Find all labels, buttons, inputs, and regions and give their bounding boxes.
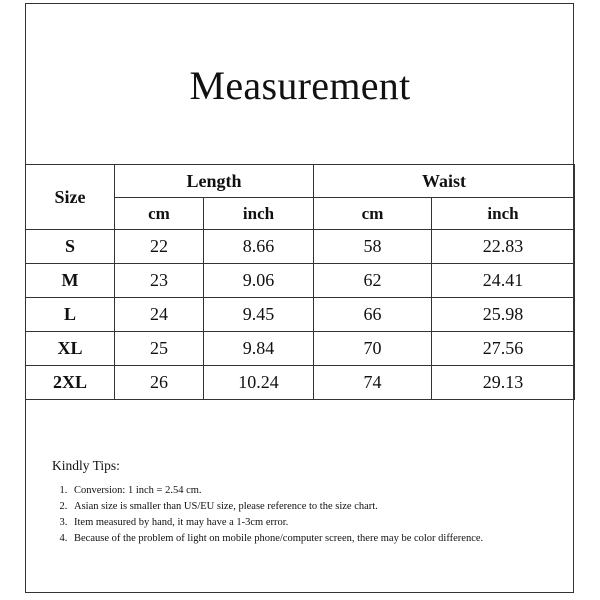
waist-inch-cell: 22.83	[432, 230, 575, 264]
length-cm-cell: 26	[115, 366, 204, 400]
tips-list	[52, 483, 552, 547]
size-column-header: Size	[26, 165, 115, 230]
waist-group-header: Waist	[314, 165, 575, 198]
tips-title: Kindly Tips:	[52, 458, 120, 473]
waist-inch-cell: 25.98	[432, 298, 575, 332]
waist-cm-cell: 66	[314, 298, 432, 332]
tip-item: 3. Item measured by hand, it may have a 1-3cm error.	[70, 515, 552, 531]
length-inch-cell: 9.84	[204, 332, 314, 366]
tips-section	[52, 458, 552, 547]
table-row	[26, 264, 575, 298]
length-inch-cell: 10.24	[204, 366, 314, 400]
size-cell: 2XL	[26, 366, 115, 400]
tip-item: 2. Asian size is smaller than US/EU size, please reference to the size chart.	[70, 499, 552, 515]
waist-cm-cell: 74	[314, 366, 432, 400]
tip-item: 4. Because of the problem of light on mobile phone/computer screen, there may be color difference.	[70, 531, 552, 547]
waist-cm-cell: 58	[314, 230, 432, 264]
size-cell: S	[26, 230, 115, 264]
table-row	[26, 298, 575, 332]
table-header-row	[26, 165, 575, 198]
waist-inch-cell: 29.13	[432, 366, 575, 400]
waist-inch-cell: 27.56	[432, 332, 575, 366]
size-cell: M	[26, 264, 115, 298]
waist-inch-cell: 24.41	[432, 264, 575, 298]
waist-cm-header: cm	[314, 198, 432, 230]
table-row	[26, 332, 575, 366]
size-table	[25, 164, 575, 400]
table-row	[26, 230, 575, 264]
table-row	[26, 366, 575, 400]
length-cm-cell: 22	[115, 230, 204, 264]
length-inch-header: inch	[204, 198, 314, 230]
length-cm-cell: 23	[115, 264, 204, 298]
page-title: Measurement	[189, 63, 411, 108]
length-cm-header: cm	[115, 198, 204, 230]
waist-cm-cell: 62	[314, 264, 432, 298]
length-inch-cell: 9.06	[204, 264, 314, 298]
tip-item: 1. Conversion: 1 inch = 2.54 cm.	[70, 483, 552, 499]
length-inch-cell: 8.66	[204, 230, 314, 264]
size-cell: XL	[26, 332, 115, 366]
length-cm-cell: 24	[115, 298, 204, 332]
length-cm-cell: 25	[115, 332, 204, 366]
size-cell: L	[26, 298, 115, 332]
length-group-header: Length	[115, 165, 314, 198]
waist-cm-cell: 70	[314, 332, 432, 366]
waist-inch-header: inch	[432, 198, 575, 230]
length-inch-cell: 9.45	[204, 298, 314, 332]
